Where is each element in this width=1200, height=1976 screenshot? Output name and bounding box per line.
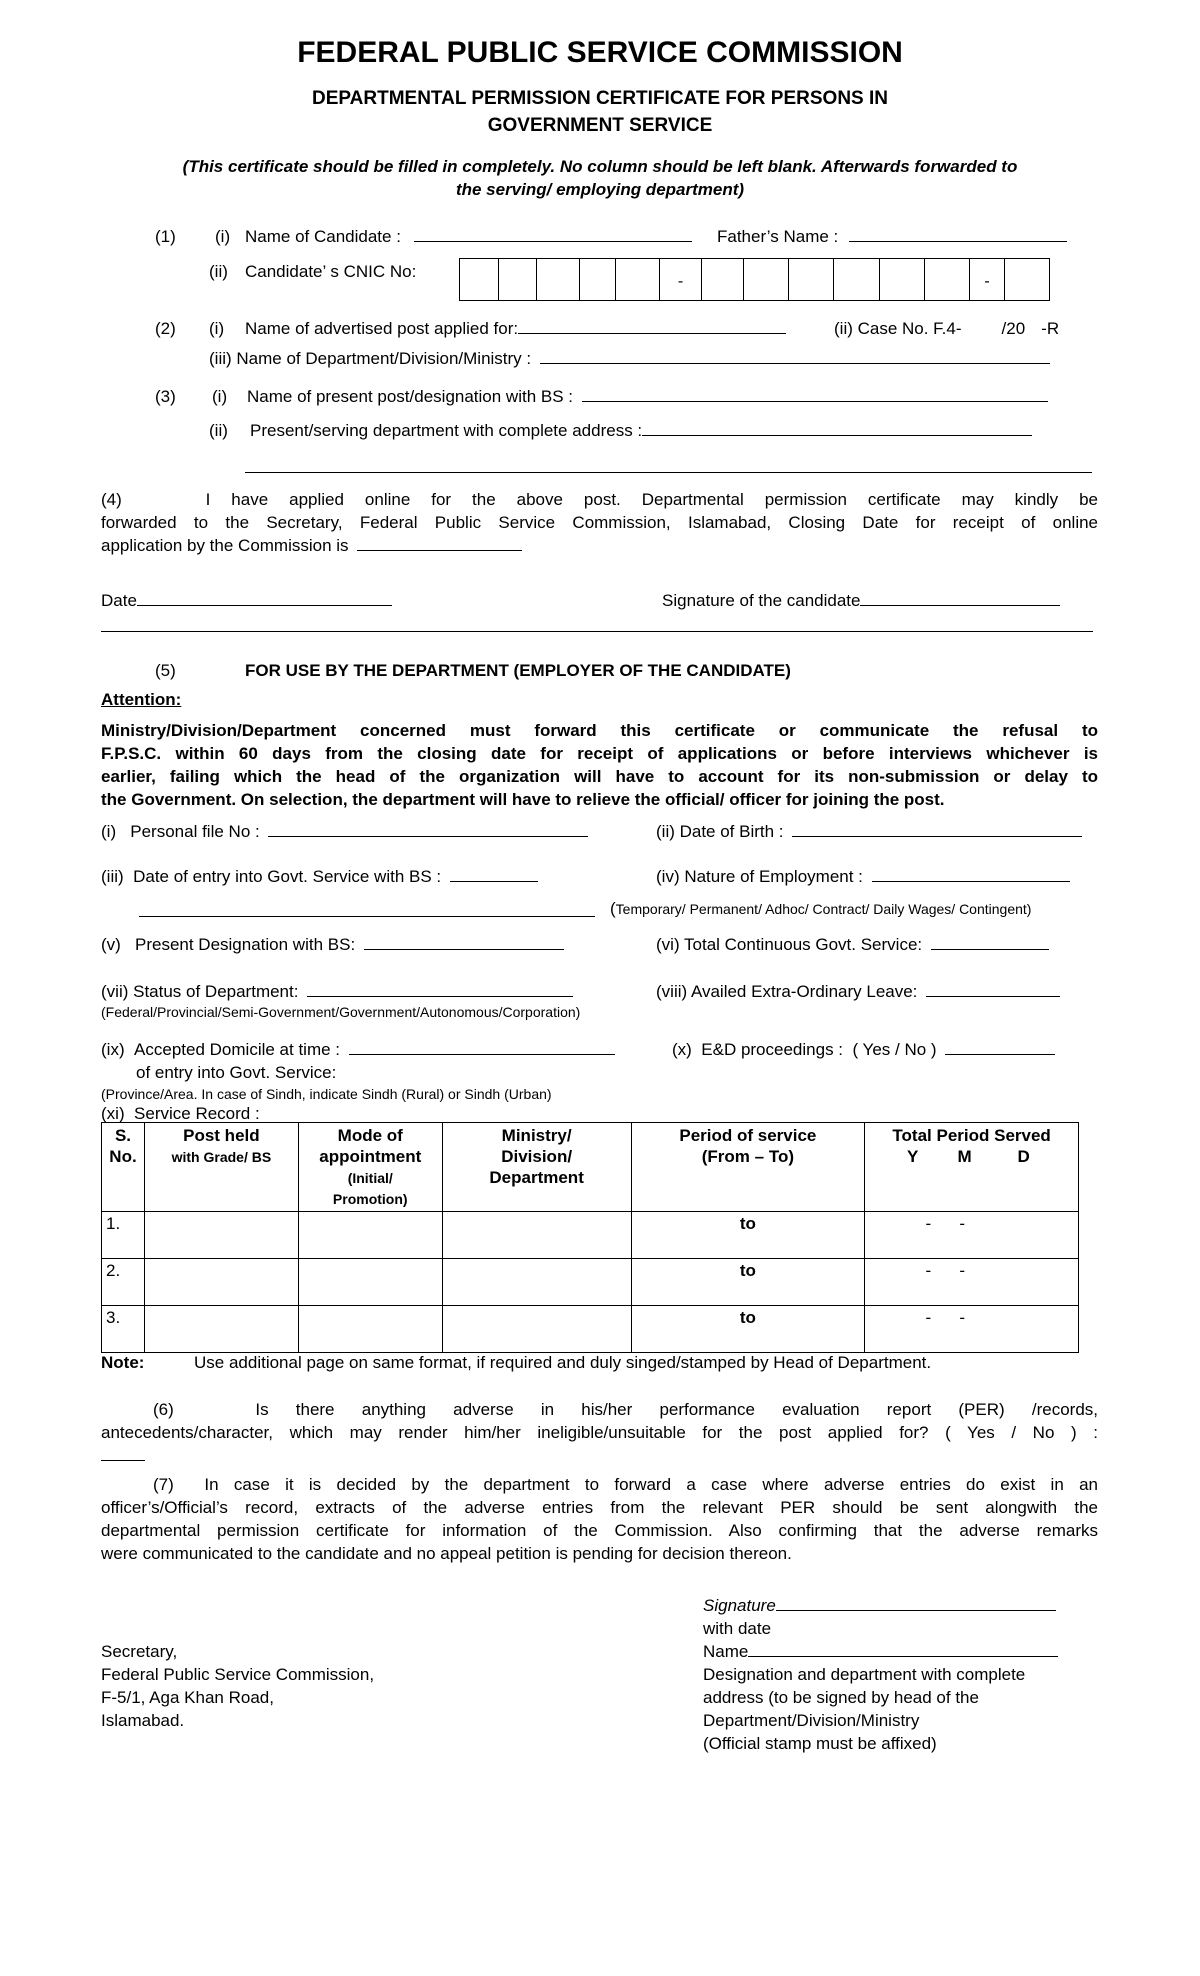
signoff-line2: address (to be signed by head of the bbox=[703, 1688, 979, 1707]
date-label: Date bbox=[101, 591, 137, 610]
dob-line[interactable] bbox=[792, 822, 1082, 837]
post-held-cell[interactable] bbox=[144, 1306, 298, 1353]
s2-i: (i) bbox=[209, 319, 225, 338]
cnic-box[interactable] bbox=[580, 259, 616, 300]
signoff-line4: (Official stamp must be affixed) bbox=[703, 1734, 937, 1753]
s7-line3: departmental permission certificate for information of the Commission. Also confirming that the adverse remarks bbox=[101, 1521, 1098, 1540]
personal-file-label: (i) Personal file No : bbox=[101, 822, 260, 841]
post-held-cell[interactable] bbox=[144, 1259, 298, 1306]
s5-number: (5) bbox=[155, 661, 176, 680]
case-number-label: (ii) Case No. F.4- bbox=[834, 319, 962, 338]
date-entry-label: (iii) Date of entry into Govt. Service with BS : bbox=[101, 867, 442, 886]
post-held-cell[interactable] bbox=[144, 1212, 298, 1259]
cnic-box[interactable] bbox=[880, 259, 925, 300]
domicile-field[interactable] bbox=[101, 1040, 615, 1060]
s6-line2: antecedents/character, which may render him/her ineligible/unsuitable for the post applied for? ( Yes / No ) : bbox=[101, 1423, 1098, 1442]
s6-answer-line[interactable] bbox=[101, 1446, 145, 1461]
cnic-boxes[interactable] bbox=[459, 258, 1050, 301]
period-cell[interactable]: to bbox=[631, 1306, 865, 1353]
cnic-box[interactable] bbox=[702, 259, 744, 300]
personal-file-line[interactable] bbox=[268, 822, 588, 837]
header-post: Post held with Grade/ BS bbox=[144, 1123, 298, 1212]
head-name-label: Name bbox=[703, 1642, 749, 1661]
present-designation-line[interactable] bbox=[364, 935, 564, 950]
mode-cell[interactable] bbox=[298, 1306, 442, 1353]
leave-field[interactable] bbox=[656, 982, 1060, 1002]
header-ministry: Ministry/ Division/ Department bbox=[442, 1123, 631, 1212]
serving-dept-line2[interactable] bbox=[245, 472, 1092, 473]
instruction-line1: (This certificate should be filled in completely. No column should be left blank. Afterwards forwarded to bbox=[182, 157, 1018, 176]
head-name-field[interactable] bbox=[703, 1642, 1058, 1662]
s1-ii: (ii) bbox=[209, 262, 228, 281]
instruction-line2: the serving/ employing department) bbox=[455, 180, 745, 199]
period-cell[interactable]: to bbox=[631, 1259, 865, 1306]
attention-line3: earlier, failing which the head of the organization will have to account for its non-submission or delay to bbox=[101, 767, 1098, 786]
s1-i: (i) bbox=[215, 227, 231, 246]
signoff-line3: Department/Division/Ministry bbox=[703, 1711, 920, 1730]
note-text: Use additional page on same format, if required and duly singed/stamped by Head of Department. bbox=[194, 1353, 932, 1372]
cnic-box[interactable] bbox=[616, 259, 660, 300]
ministry-cell[interactable] bbox=[442, 1259, 631, 1306]
address-line1: Secretary, bbox=[101, 1642, 178, 1661]
cnic-box[interactable] bbox=[789, 259, 834, 300]
head-signature-label: Signature bbox=[703, 1596, 776, 1615]
cnic-box[interactable] bbox=[499, 259, 537, 300]
s7-line1: (7) In case it is decided by the department to forward a case where adverse entries do exist in an bbox=[153, 1475, 1098, 1494]
cnic-box[interactable] bbox=[834, 259, 880, 300]
s2-number: (2) bbox=[155, 319, 176, 338]
case-number-field[interactable] bbox=[834, 319, 1059, 339]
department-name-field[interactable] bbox=[209, 349, 1050, 369]
service-record-table bbox=[101, 1122, 1079, 1353]
case-year: /20 bbox=[1001, 319, 1026, 338]
header-total: Total Period Served Y M D bbox=[865, 1123, 1079, 1212]
cnic-label: Candidate’ s CNIC No: bbox=[245, 262, 417, 281]
cnic-box[interactable] bbox=[744, 259, 789, 300]
row-number: 2. bbox=[102, 1259, 145, 1306]
leave-line[interactable] bbox=[926, 982, 1060, 997]
case-suffix: -R bbox=[1041, 319, 1060, 338]
total-service-line[interactable] bbox=[931, 935, 1049, 950]
s4-line1: (4) I have applied online for the above post. Departmental permission certificate may kindly be bbox=[101, 490, 1098, 509]
table-header-row bbox=[102, 1123, 1079, 1212]
attention-line1: Ministry/Division/Department concerned must forward this certificate or communicate the refusal to bbox=[101, 721, 1098, 740]
ed-proceedings-line[interactable] bbox=[945, 1040, 1055, 1055]
service-record-label: (xi) Service Record : bbox=[101, 1104, 260, 1123]
ministry-cell[interactable] bbox=[442, 1306, 631, 1353]
total-service-field[interactable] bbox=[656, 935, 1049, 955]
s3-i: (i) bbox=[212, 387, 228, 406]
total-service-label: (vi) Total Continuous Govt. Service: bbox=[656, 935, 923, 954]
page-title: FEDERAL PUBLIC SERVICE COMMISSION bbox=[297, 36, 903, 69]
father-name-label: Father’s Name : bbox=[717, 227, 839, 246]
header-sno: S. No. bbox=[102, 1123, 145, 1212]
nature-hint-text: Temporary/ Permanent/ Adhoc/ Contract/ Daily Wages/ Contingent) bbox=[615, 901, 1032, 917]
mode-cell[interactable] bbox=[298, 1259, 442, 1306]
present-post-line[interactable] bbox=[582, 387, 1048, 402]
total-period-cell[interactable]: - - bbox=[865, 1259, 1079, 1306]
status-dept-hint: (Federal/Provincial/Semi-Government/Government/Autonomous/Corporation) bbox=[101, 1004, 581, 1020]
candidate-signature-line[interactable] bbox=[860, 591, 1060, 606]
candidate-name-field[interactable] bbox=[245, 227, 692, 247]
s4-line3: application by the Commission is bbox=[101, 536, 349, 555]
row-number: 3. bbox=[102, 1306, 145, 1353]
present-designation-field[interactable] bbox=[101, 935, 564, 955]
date-field[interactable] bbox=[101, 591, 392, 611]
father-name-field[interactable] bbox=[717, 227, 1067, 247]
advertised-post-label: Name of advertised post applied for: bbox=[245, 319, 519, 338]
s6-line1: (6) Is there anything adverse in his/her performance evaluation report (PER) /records, bbox=[153, 1400, 1098, 1419]
serving-dept-field[interactable] bbox=[250, 421, 1032, 441]
subtitle-line1: DEPARTMENTAL PERMISSION CERTIFICATE FOR PERSONS IN bbox=[311, 88, 888, 109]
leave-label: (viii) Availed Extra-Ordinary Leave: bbox=[656, 982, 918, 1001]
cnic-box[interactable] bbox=[537, 259, 580, 300]
candidate-signature-label: Signature of the candidate bbox=[662, 591, 861, 610]
table-row bbox=[102, 1306, 1079, 1353]
status-dept-label: (vii) Status of Department: bbox=[101, 982, 299, 1001]
nature-extra-line[interactable] bbox=[139, 916, 595, 917]
row-number: 1. bbox=[102, 1212, 145, 1259]
s5-heading: FOR USE BY THE DEPARTMENT (EMPLOYER OF THE CANDIDATE) bbox=[245, 661, 791, 680]
period-cell[interactable]: to bbox=[631, 1212, 865, 1259]
separator-line bbox=[101, 631, 1093, 632]
domicile-line[interactable] bbox=[349, 1040, 615, 1055]
domicile-hint: (Province/Area. In case of Sindh, indicate Sindh (Rural) or Sindh (Urban) bbox=[101, 1086, 552, 1102]
subtitle-line2: GOVERNMENT SERVICE bbox=[487, 115, 713, 136]
cnic-dash: - bbox=[660, 259, 702, 300]
serving-dept-label: Present/serving department with complete address : bbox=[250, 421, 643, 440]
personal-file-field[interactable] bbox=[101, 822, 588, 842]
department-name-label: (iii) Name of Department/Division/Ministry : bbox=[209, 349, 532, 368]
closing-date-line[interactable] bbox=[357, 536, 522, 551]
father-name-line[interactable] bbox=[849, 227, 1067, 242]
date-line[interactable] bbox=[137, 591, 392, 606]
nature-employment-label: (iv) Nature of Employment : bbox=[656, 867, 863, 886]
signoff-line1: Designation and department with complete bbox=[703, 1665, 1026, 1684]
table-row bbox=[102, 1259, 1079, 1306]
cnic-box[interactable] bbox=[460, 259, 499, 300]
address-line4: Islamabad. bbox=[101, 1711, 185, 1730]
ed-proceedings-field[interactable] bbox=[672, 1040, 1055, 1060]
address-line3: F-5/1, Aga Khan Road, bbox=[101, 1688, 274, 1707]
closing-date-field[interactable] bbox=[101, 536, 522, 556]
mode-cell[interactable] bbox=[298, 1212, 442, 1259]
domicile-label: (ix) Accepted Domicile at time : bbox=[101, 1040, 341, 1059]
s4-line2: forwarded to the Secretary, Federal Public Service Commission, Islamabad, Closing Date for receipt of online bbox=[101, 513, 1098, 532]
nature-employment-line[interactable] bbox=[872, 867, 1070, 882]
head-name-line[interactable] bbox=[748, 1642, 1058, 1657]
total-period-cell[interactable]: - - bbox=[865, 1306, 1079, 1353]
cnic-dash: - bbox=[970, 259, 1005, 300]
s7-line2: officer’s/Official’s record, extracts of the adverse entries from the relevant PER should be sent alongwith the bbox=[101, 1498, 1098, 1517]
nature-employment-field[interactable] bbox=[656, 867, 1070, 887]
s3-ii: (ii) bbox=[209, 421, 228, 440]
note-label: Note: bbox=[101, 1353, 145, 1372]
ministry-cell[interactable] bbox=[442, 1212, 631, 1259]
department-name-line[interactable] bbox=[540, 349, 1050, 364]
header-mode: Mode of appointment (Initial/ Promotion) bbox=[298, 1123, 442, 1212]
s6-answer-field[interactable] bbox=[101, 1446, 145, 1466]
head-signature-field[interactable] bbox=[703, 1596, 1056, 1616]
candidate-name-label: Name of Candidate : bbox=[245, 227, 401, 246]
total-period-cell[interactable]: - - bbox=[865, 1212, 1079, 1259]
attention-label: Attention: bbox=[101, 690, 182, 709]
header-period: Period of service (From – To) bbox=[631, 1123, 865, 1212]
status-dept-field[interactable] bbox=[101, 982, 573, 1002]
cnic-box[interactable] bbox=[1005, 259, 1049, 300]
ed-proceedings-label: (x) E&D proceedings : ( Yes / No ) bbox=[672, 1040, 937, 1059]
advertised-post-line[interactable] bbox=[518, 319, 786, 334]
domicile-line2: of entry into Govt. Service: bbox=[136, 1063, 337, 1082]
dob-field[interactable] bbox=[656, 822, 1082, 842]
date-entry-line[interactable] bbox=[450, 867, 538, 882]
candidate-signature-field[interactable] bbox=[662, 591, 1060, 611]
nature-hint-open: ( bbox=[610, 899, 616, 918]
s1-number: (1) bbox=[155, 227, 176, 246]
with-date-label: with date bbox=[703, 1619, 772, 1638]
s3-number: (3) bbox=[155, 387, 176, 406]
present-post-label: Name of present post/designation with BS : bbox=[247, 387, 574, 406]
nature-hint bbox=[610, 899, 1031, 919]
attention-line2: F.P.S.C. within 60 days from the closing date for receipt of applications or before interviews whichever is bbox=[101, 744, 1098, 763]
cnic-box[interactable] bbox=[925, 259, 970, 300]
serving-dept-line[interactable] bbox=[642, 421, 1032, 436]
dob-label: (ii) Date of Birth : bbox=[656, 822, 784, 841]
present-designation-label: (v) Present Designation with BS: bbox=[101, 935, 356, 954]
s7-line4: were communicated to the candidate and no appeal petition is pending for decision thereon. bbox=[101, 1544, 792, 1563]
candidate-name-line[interactable] bbox=[414, 227, 692, 242]
present-post-field[interactable] bbox=[247, 387, 1048, 407]
address-line2: Federal Public Service Commission, bbox=[101, 1665, 375, 1684]
status-dept-line[interactable] bbox=[307, 982, 573, 997]
date-entry-field[interactable] bbox=[101, 867, 538, 887]
attention-line4: the Government. On selection, the department will have to relieve the official/ officer for joining the post. bbox=[101, 790, 945, 809]
advertised-post-field[interactable] bbox=[245, 319, 786, 339]
table-row bbox=[102, 1212, 1079, 1259]
head-signature-line[interactable] bbox=[776, 1596, 1056, 1611]
